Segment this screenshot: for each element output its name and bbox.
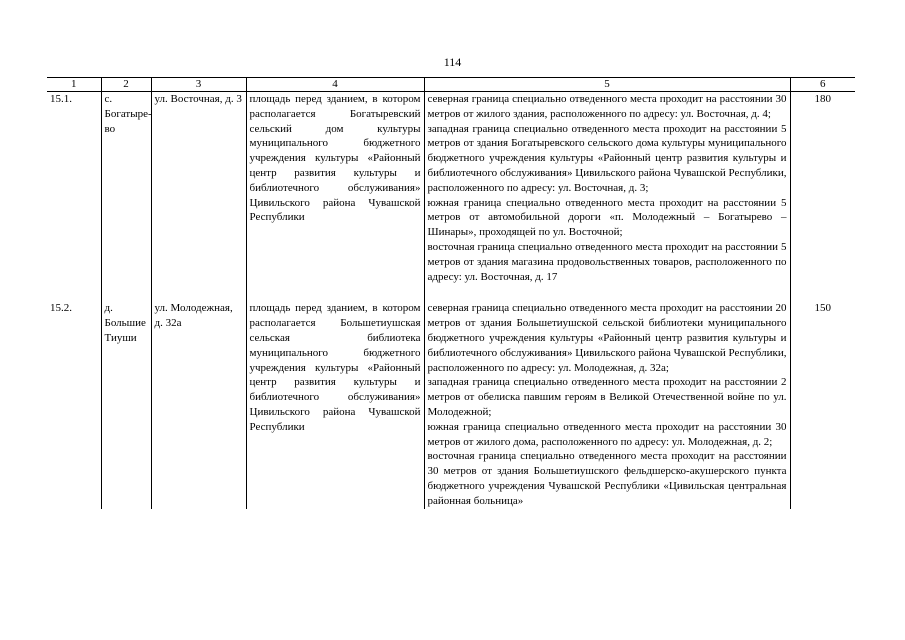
row-number: 15.2. — [50, 302, 72, 315]
value-cell: 180 — [790, 92, 855, 285]
table-row — [47, 92, 855, 285]
spacer-cell — [101, 284, 151, 301]
spacer-cell — [246, 284, 424, 301]
column-header-1: 1 — [47, 78, 101, 92]
spacer-cell — [151, 284, 246, 301]
spacer-cell — [424, 284, 790, 301]
boundary-west: западная граница специально отведенного места проходит на расстоянии 5 метров от здания Богатыревского сельского дома культуры муниципального бюджетного учреждения культуры «Районный центр развития культуры и библиотечного обслуживания» Цивильского района Чувашской Республики, расположенного по адресу: ул. Восточная, д. 3; — [427, 122, 787, 194]
spacer-cell — [790, 284, 855, 301]
document-table — [47, 77, 855, 509]
column-header-6: 6 — [790, 78, 855, 92]
header-row — [47, 78, 855, 92]
boundaries-cell — [424, 301, 790, 508]
settlement-cell: д. Большие Тиуши — [101, 301, 151, 508]
column-header-4: 4 — [246, 78, 424, 92]
boundary-west: западная граница специально отведенного места проходит на расстоянии 2 метров от обелиска павшим героям в Великой Отечественной войне по ул. Молодежной; — [427, 376, 787, 418]
boundary-east: восточная граница специально отведенного места проходит на расстоянии 5 метров от здания магазина продовольственных товаров, расположенного по адресу: ул. Восточная, д. 17 — [427, 240, 787, 283]
boundary-east: восточная граница специально отведенного места проходит на расстоянии 30 метров от здания Большетиушского фельдшерско-акушерского пункта бюджетного учреждения Чувашской Республики «Цивильская центральная районная больница» — [427, 450, 787, 507]
row-number: 15.1. — [50, 93, 72, 105]
boundary-south: южная граница специально отведенного места проходит на расстоянии 30 метров от жилого дома, расположенного по адресу: ул. Молодежная, д. 2; — [427, 420, 787, 448]
boundary-north: северная граница специально отведенного места проходит на расстоянии 20 метров от здания Большетиушской сельской библиотеки муниципального бюджетного учреждения культуры «Районный центр развития культуры и библиотечного обслуживания» Цивильского района Чувашской Республики, расположенного по адресу: ул. Молодежная, д. 32а; — [427, 302, 787, 374]
place-cell: площадь перед зданием, в котором располагается Большетиушская сельская библиотека муниципального бюджетного учреждения культуры «Районный центр развития культуры и библиотечного обслуживания» Цивильского района Чувашской Республики — [246, 301, 424, 508]
address-cell: ул. Молодежная, д. 32а — [151, 301, 246, 508]
row-spacer — [47, 284, 855, 301]
page-number: 114 — [443, 55, 462, 69]
table-row — [47, 301, 855, 508]
address-cell: ул. Восточная, д. 3 — [151, 92, 246, 285]
column-header-3: 3 — [151, 78, 246, 92]
boundaries-cell — [424, 92, 790, 285]
place-cell: площадь перед зданием, в котором располагается Богатыревский сельский дом культуры муниципального бюджетного учреждения культуры «Районный центр развития культуры и библиотечного обслуживания» Цивильского района Чувашской Республики — [246, 92, 424, 285]
boundary-north: северная граница специально отведенного места проходит на расстоянии 30 метров от жилого здания, расположенного по адресу: ул. Восточная, д. 4; — [427, 93, 787, 120]
column-header-5: 5 — [424, 78, 790, 92]
settlement-cell: с. Богатыре-во — [101, 92, 151, 285]
spacer-cell — [47, 284, 101, 301]
value-cell: 150 — [790, 301, 855, 508]
boundary-south: южная граница специально отведенного места проходит на расстоянии 5 метров от автомобильной дороги «п. Молодежный – Богатырево – Шинары», проходящей по ул. Восточной; — [427, 196, 787, 239]
column-header-2: 2 — [101, 78, 151, 92]
